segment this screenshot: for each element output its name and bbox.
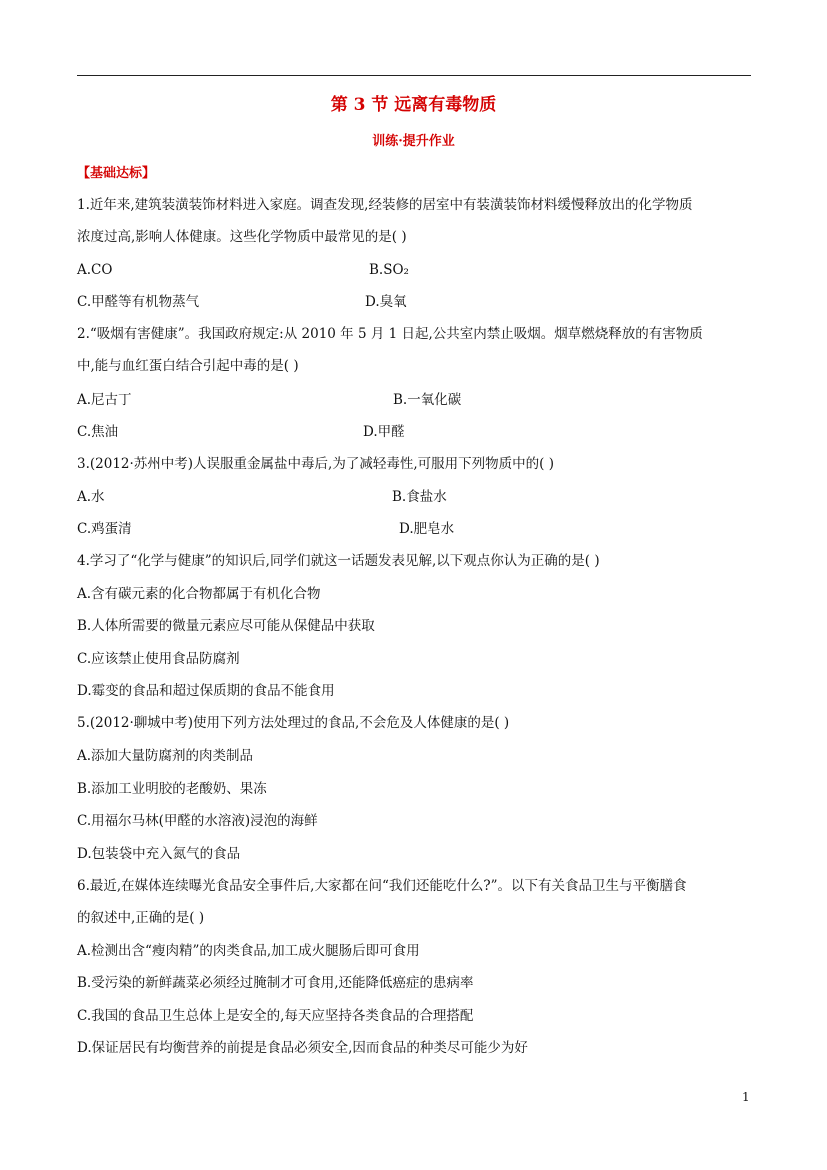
question-5-option-b: B.添加工业明胶的老酸奶、果冻	[77, 781, 267, 797]
question-4-line-1: 4.学习了“化学与健康”的知识后,同学们就这一话题发表见解,以下观点你认为正确的是( )	[77, 553, 600, 569]
question-3-line-1: 3.(2012·苏州中考)人误服重金属盐中毒后,为了减轻毒性,可服用下列物质中的( )	[77, 456, 554, 472]
question-3-option-b: B.食盐水	[392, 489, 447, 505]
page-title: 第 3 节 远离有毒物质	[330, 95, 497, 115]
question-6-option-c: C.我国的食品卫生总体上是安全的,每天应坚持各类食品的合理搭配	[77, 1008, 474, 1024]
question-2-line-2: 中,能与血红蛋白结合引起中毒的是( )	[77, 358, 299, 374]
question-5-option-d: D.包装袋中充入氮气的食品	[77, 846, 241, 862]
question-1-option-b: B.SO₂	[369, 262, 409, 278]
question-1-line-2: 浓度过高,影响人体健康。这些化学物质中最常见的是( )	[77, 229, 407, 245]
question-2-option-c: C.焦油	[77, 424, 119, 440]
page-subtitle: 训练·提升作业	[372, 134, 455, 149]
question-3-option-a: A.水	[77, 489, 105, 505]
header-rule	[77, 75, 751, 76]
question-4-option-a: A.含有碳元素的化合物都属于有机化合物	[77, 586, 321, 602]
question-1-line-1: 1.近年来,建筑装潢装饰材料进入家庭。调查发现,经装修的居室中有装潢装饰材料缓慢释放出的化学物质	[77, 197, 693, 213]
question-3-option-c: C.鸡蛋清	[77, 521, 132, 537]
question-1-option-a: A.CO	[77, 262, 113, 278]
page-number: 1	[742, 1090, 750, 1104]
section-heading: 【基础达标】	[77, 166, 156, 181]
question-6-option-a: A.检测出含“瘦肉精”的肉类食品,加工成火腿肠后即可食用	[77, 943, 420, 959]
question-1-option-c: C.甲醛等有机物蒸气	[77, 294, 200, 310]
question-5-option-a: A.添加大量防腐剂的肉类制品	[77, 748, 254, 764]
question-4-option-b: B.人体所需要的微量元素应尽可能从保健品中获取	[77, 618, 375, 634]
question-4-option-c: C.应该禁止使用食品防腐剂	[77, 651, 240, 667]
question-2-option-b: B.一氧化碳	[393, 392, 462, 408]
question-2-option-d: D.甲醛	[363, 424, 405, 440]
question-6-option-d: D.保证居民有均衡营养的前提是食品必须安全,因而食品的种类尽可能少为好	[77, 1040, 528, 1056]
question-2-line-1: 2.“吸烟有害健康”。我国政府规定:从 2010 年 5 月 1 日起,公共室内禁止吸烟。烟草燃烧释放的有害物质	[77, 326, 703, 342]
question-6-line-2: 的叙述中,正确的是( )	[77, 910, 205, 926]
question-5-option-c: C.用福尔马林(甲醛的水溶液)浸泡的海鲜	[77, 813, 318, 829]
question-1-option-d: D.臭氧	[365, 294, 407, 310]
question-3-option-d: D.肥皂水	[399, 521, 455, 537]
question-6-option-b: B.受污染的新鲜蔬菜必须经过腌制才可食用,还能降低癌症的患病率	[77, 975, 474, 991]
question-5-line-1: 5.(2012·聊城中考)使用下列方法处理过的食品,不会危及人体健康的是( )	[77, 715, 510, 731]
question-4-option-d: D.霉变的食品和超过保质期的食品不能食用	[77, 683, 335, 699]
question-6-line-1: 6.最近,在媒体连续曝光食品安全事件后,大家都在问“我们还能吃什么?”。以下有关食品卫生与平衡膳食	[77, 878, 687, 894]
question-2-option-a: A.尼古丁	[77, 392, 132, 408]
